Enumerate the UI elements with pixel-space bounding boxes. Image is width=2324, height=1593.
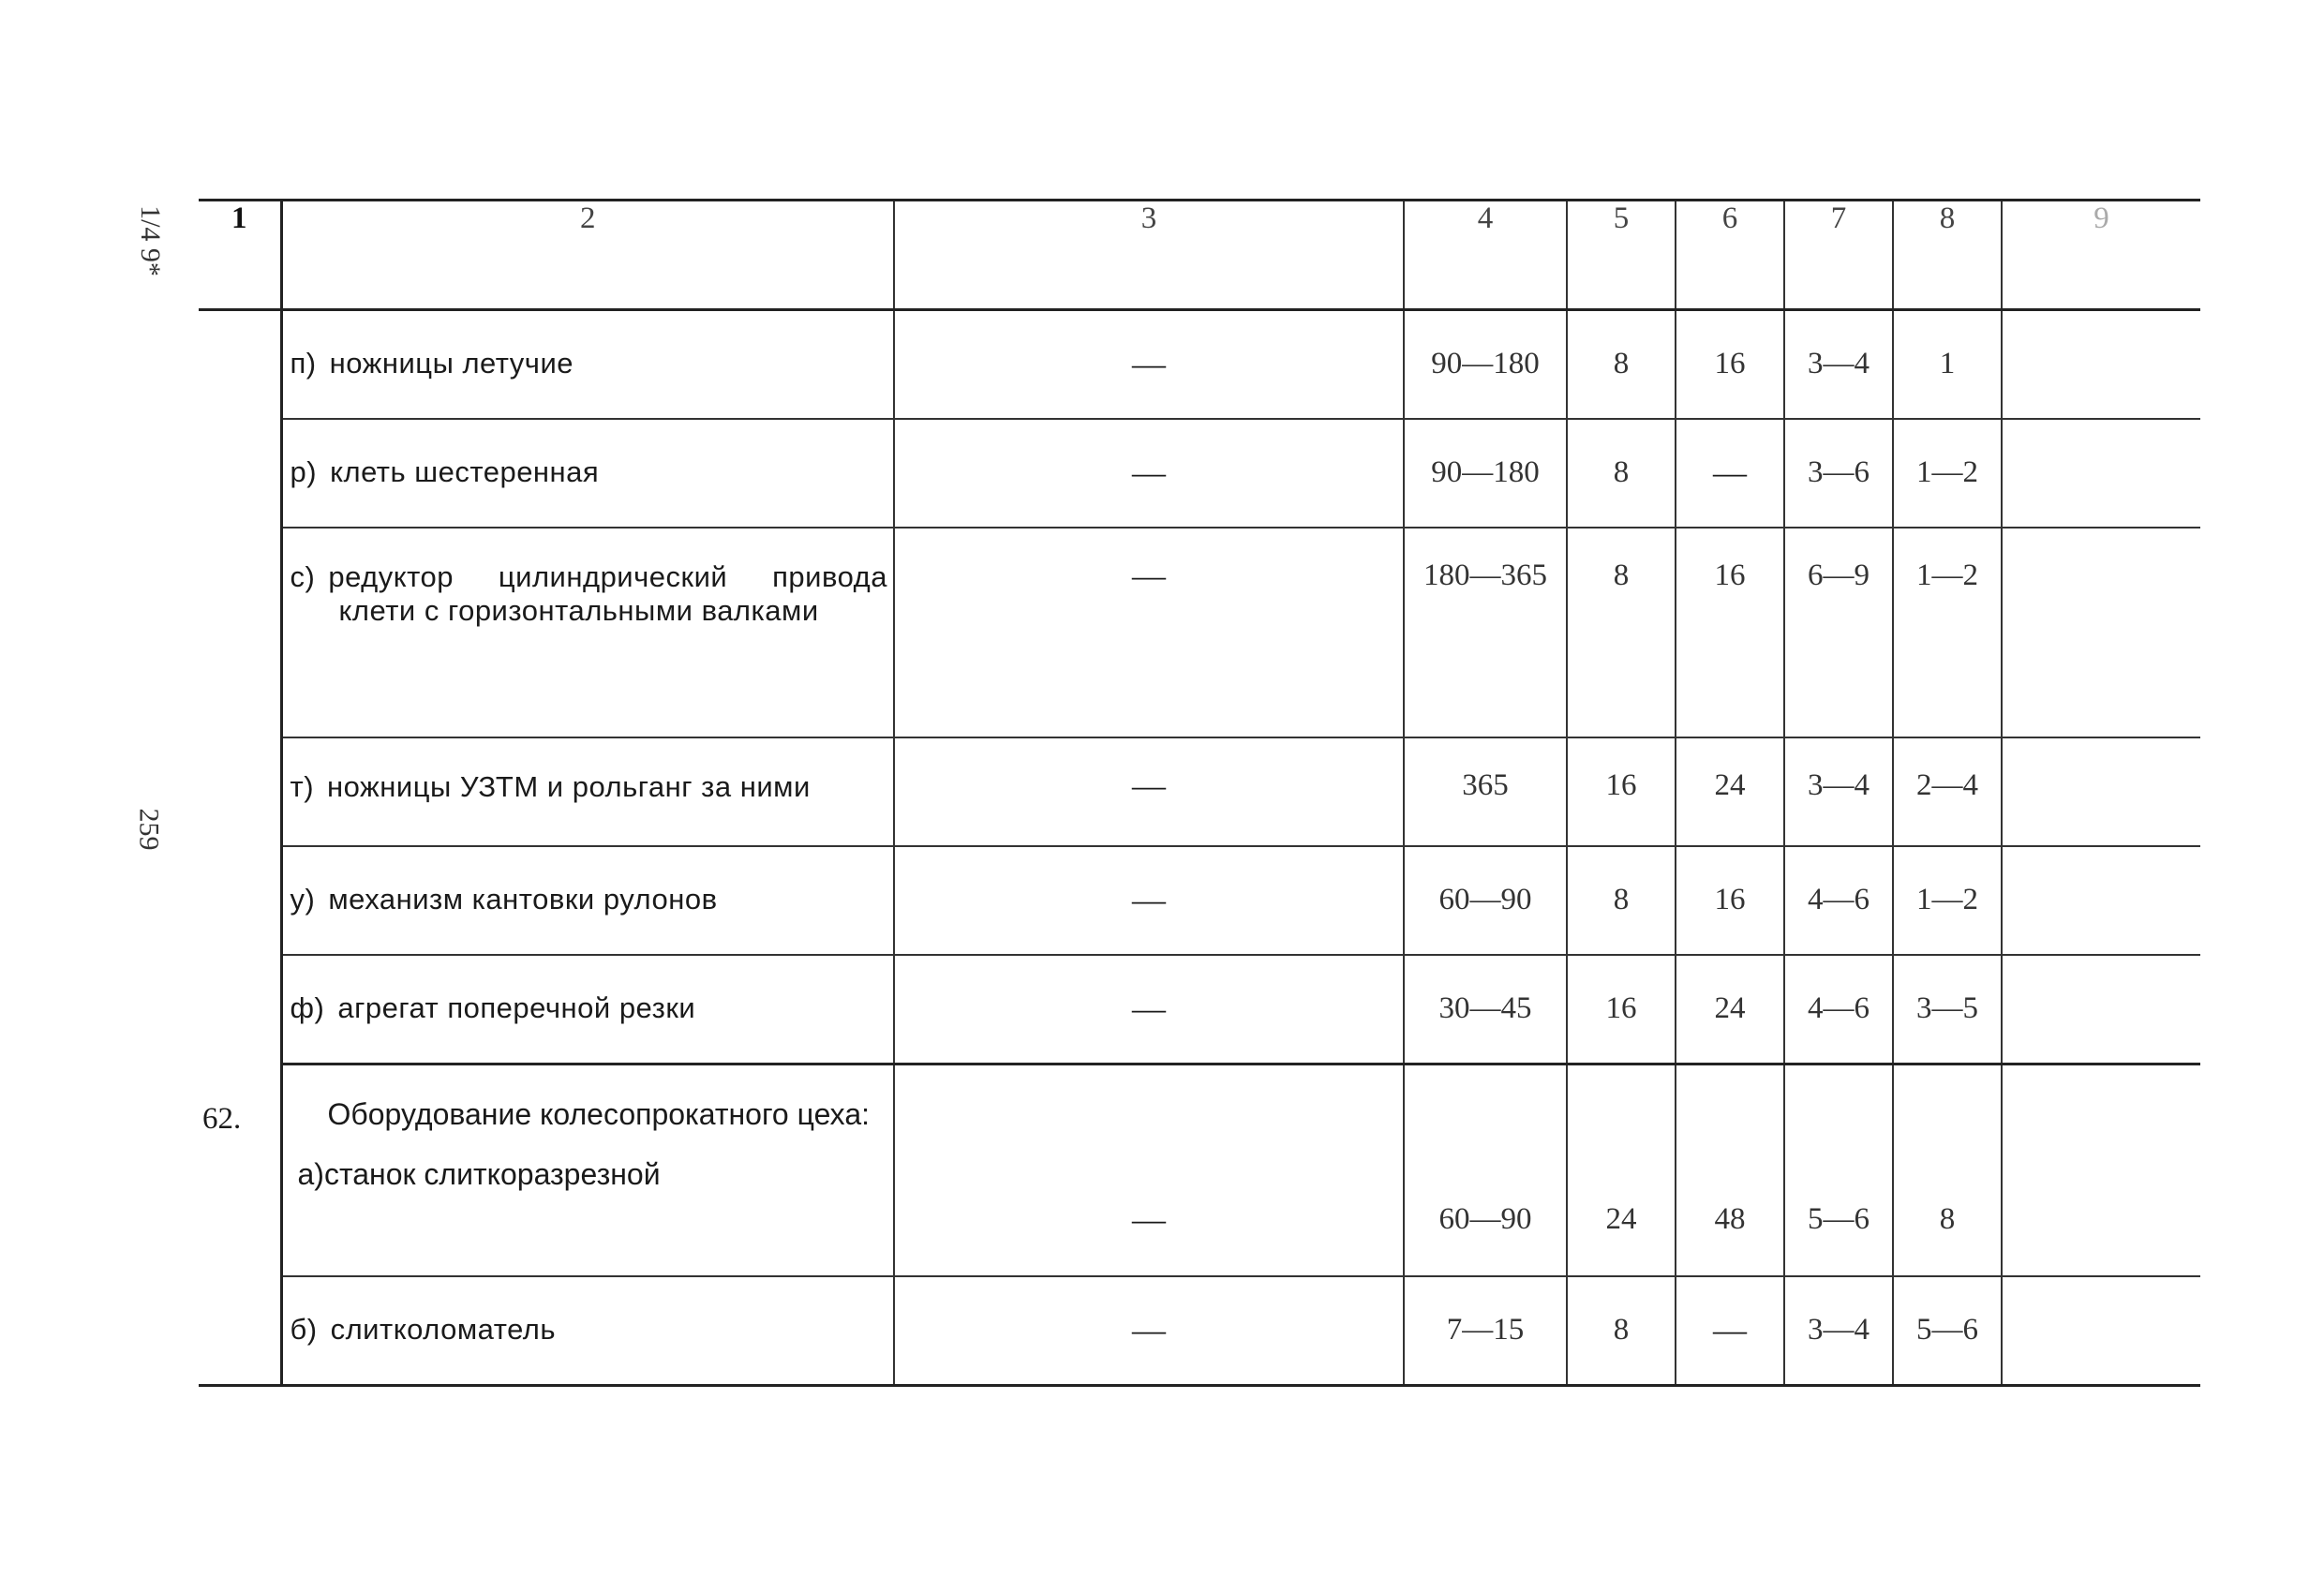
cell-col4: 7—15 xyxy=(1404,1276,1567,1386)
header-cell: 1 xyxy=(199,201,281,310)
cell-col3: — xyxy=(894,528,1404,737)
cell-col9 xyxy=(2002,1276,2200,1386)
table-row xyxy=(199,1276,2200,1386)
description-cell xyxy=(281,955,894,1064)
cell-col7: 5—6 xyxy=(1784,1064,1893,1276)
cell-col8: 3—5 xyxy=(1893,955,2002,1064)
cell-col6: 48 xyxy=(1676,1064,1784,1276)
header-cell: 8 xyxy=(1893,201,2002,310)
cell-col9 xyxy=(2002,955,2200,1064)
header-cell: 7 xyxy=(1784,201,1893,310)
cell-col6: 24 xyxy=(1676,737,1784,846)
cell-col9 xyxy=(2002,737,2200,846)
cell-col9 xyxy=(2002,846,2200,955)
cell-col4: 30—45 xyxy=(1404,955,1567,1064)
table-row xyxy=(199,737,2200,846)
item-name: станок слиткоразрезной xyxy=(323,1157,661,1191)
cell-col3: — xyxy=(894,1276,1404,1386)
item-letter: р) xyxy=(290,455,318,488)
row-number-cell xyxy=(199,1064,281,1386)
cell-col8: 1—2 xyxy=(1893,528,2002,737)
item-letter: т) xyxy=(290,770,315,803)
description-cell xyxy=(281,846,894,955)
description-cell xyxy=(281,310,894,420)
cell-col4: 180—365 xyxy=(1404,528,1567,737)
cell-col6: 24 xyxy=(1676,955,1784,1064)
cell-col4: 90—180 xyxy=(1404,419,1567,528)
cell-col7: 3—4 xyxy=(1784,1276,1893,1386)
cell-col5: 8 xyxy=(1567,310,1676,420)
description-cell xyxy=(281,737,894,846)
row-number-cell xyxy=(199,310,281,1064)
cell-col8: 1—2 xyxy=(1893,846,2002,955)
cell-col3: — xyxy=(894,310,1404,420)
cell-col8: 8 xyxy=(1893,1064,2002,1276)
table-header-row xyxy=(199,201,2200,310)
cell-col8: 1 xyxy=(1893,310,2002,420)
header-cell: 5 xyxy=(1567,201,1676,310)
item-name: клеть шестеренная xyxy=(330,455,600,488)
cell-col9 xyxy=(2002,528,2200,737)
page-number: 259 xyxy=(133,808,165,851)
cell-col9 xyxy=(2002,310,2200,420)
cell-col5: 16 xyxy=(1567,737,1676,846)
header-cell: 3 xyxy=(894,201,1404,310)
cell-col5: 8 xyxy=(1567,419,1676,528)
cell-col4: 365 xyxy=(1404,737,1567,846)
cell-col7: 3—4 xyxy=(1784,737,1893,846)
cell-col5: 8 xyxy=(1567,1276,1676,1386)
cell-col4: 60—90 xyxy=(1404,1064,1567,1276)
description-cell xyxy=(281,528,894,737)
cell-col9 xyxy=(2002,1064,2200,1276)
group-heading: Оборудование колесопрокатного цеха: xyxy=(327,1097,870,1131)
item-letter: а) xyxy=(297,1157,324,1191)
cell-col7: 4—6 xyxy=(1784,846,1893,955)
header-cell: 6 xyxy=(1676,201,1784,310)
item-name: агрегат поперечной резки xyxy=(337,991,696,1024)
cell-col6: — xyxy=(1676,1276,1784,1386)
cell-col3: — xyxy=(894,1064,1404,1276)
table-row xyxy=(199,846,2200,955)
description-cell xyxy=(281,1064,894,1276)
table-row xyxy=(199,419,2200,528)
cell-col8: 2—4 xyxy=(1893,737,2002,846)
table-row xyxy=(199,528,2200,737)
cell-col5: 24 xyxy=(1567,1064,1676,1276)
item-name: механизм кантовки рулонов xyxy=(328,883,718,916)
cell-col5: 8 xyxy=(1567,528,1676,737)
header-cell: 4 xyxy=(1404,201,1567,310)
header-cell: 2 xyxy=(281,201,894,310)
cell-col8: 1—2 xyxy=(1893,419,2002,528)
cell-col3: — xyxy=(894,846,1404,955)
item-name: редуктор цилиндрический привода клети с горизонтальными валками xyxy=(328,560,887,627)
item-letter: п) xyxy=(290,347,317,380)
cell-col3: — xyxy=(894,955,1404,1064)
cell-col8: 5—6 xyxy=(1893,1276,2002,1386)
item-letter: б) xyxy=(290,1312,318,1346)
item-name: слитколоматель xyxy=(330,1312,557,1346)
item-name: ножницы летучие xyxy=(329,347,574,380)
description-cell xyxy=(281,1276,894,1386)
cell-col6: 16 xyxy=(1676,846,1784,955)
item-name: ножницы УЗТМ и рольганг за ними xyxy=(327,770,811,803)
table-row xyxy=(199,955,2200,1064)
cell-col6: 16 xyxy=(1676,310,1784,420)
description-cell xyxy=(281,419,894,528)
cell-col9 xyxy=(2002,419,2200,528)
cell-col4: 90—180 xyxy=(1404,310,1567,420)
cell-col6: — xyxy=(1676,419,1784,528)
cell-col6: 16 xyxy=(1676,528,1784,737)
item-letter: ф) xyxy=(290,991,325,1024)
table-row xyxy=(199,1064,2200,1276)
header-cell: 9 xyxy=(2002,201,2200,310)
cell-col3: — xyxy=(894,419,1404,528)
cell-col7: 4—6 xyxy=(1784,955,1893,1064)
cell-col5: 8 xyxy=(1567,846,1676,955)
cell-col7: 6—9 xyxy=(1784,528,1893,737)
row-number: 62. xyxy=(202,1101,242,1136)
cell-col5: 16 xyxy=(1567,955,1676,1064)
cell-col7: 3—6 xyxy=(1784,419,1893,528)
table-row xyxy=(199,310,2200,420)
cell-col4: 60—90 xyxy=(1404,846,1567,955)
cell-col3: — xyxy=(894,737,1404,846)
item-letter: с) xyxy=(290,560,316,593)
item-letter: у) xyxy=(290,883,316,916)
margin-signature-mark: 1/4 9* xyxy=(134,205,166,276)
equipment-table xyxy=(199,199,2200,1387)
cell-col7: 3—4 xyxy=(1784,310,1893,420)
